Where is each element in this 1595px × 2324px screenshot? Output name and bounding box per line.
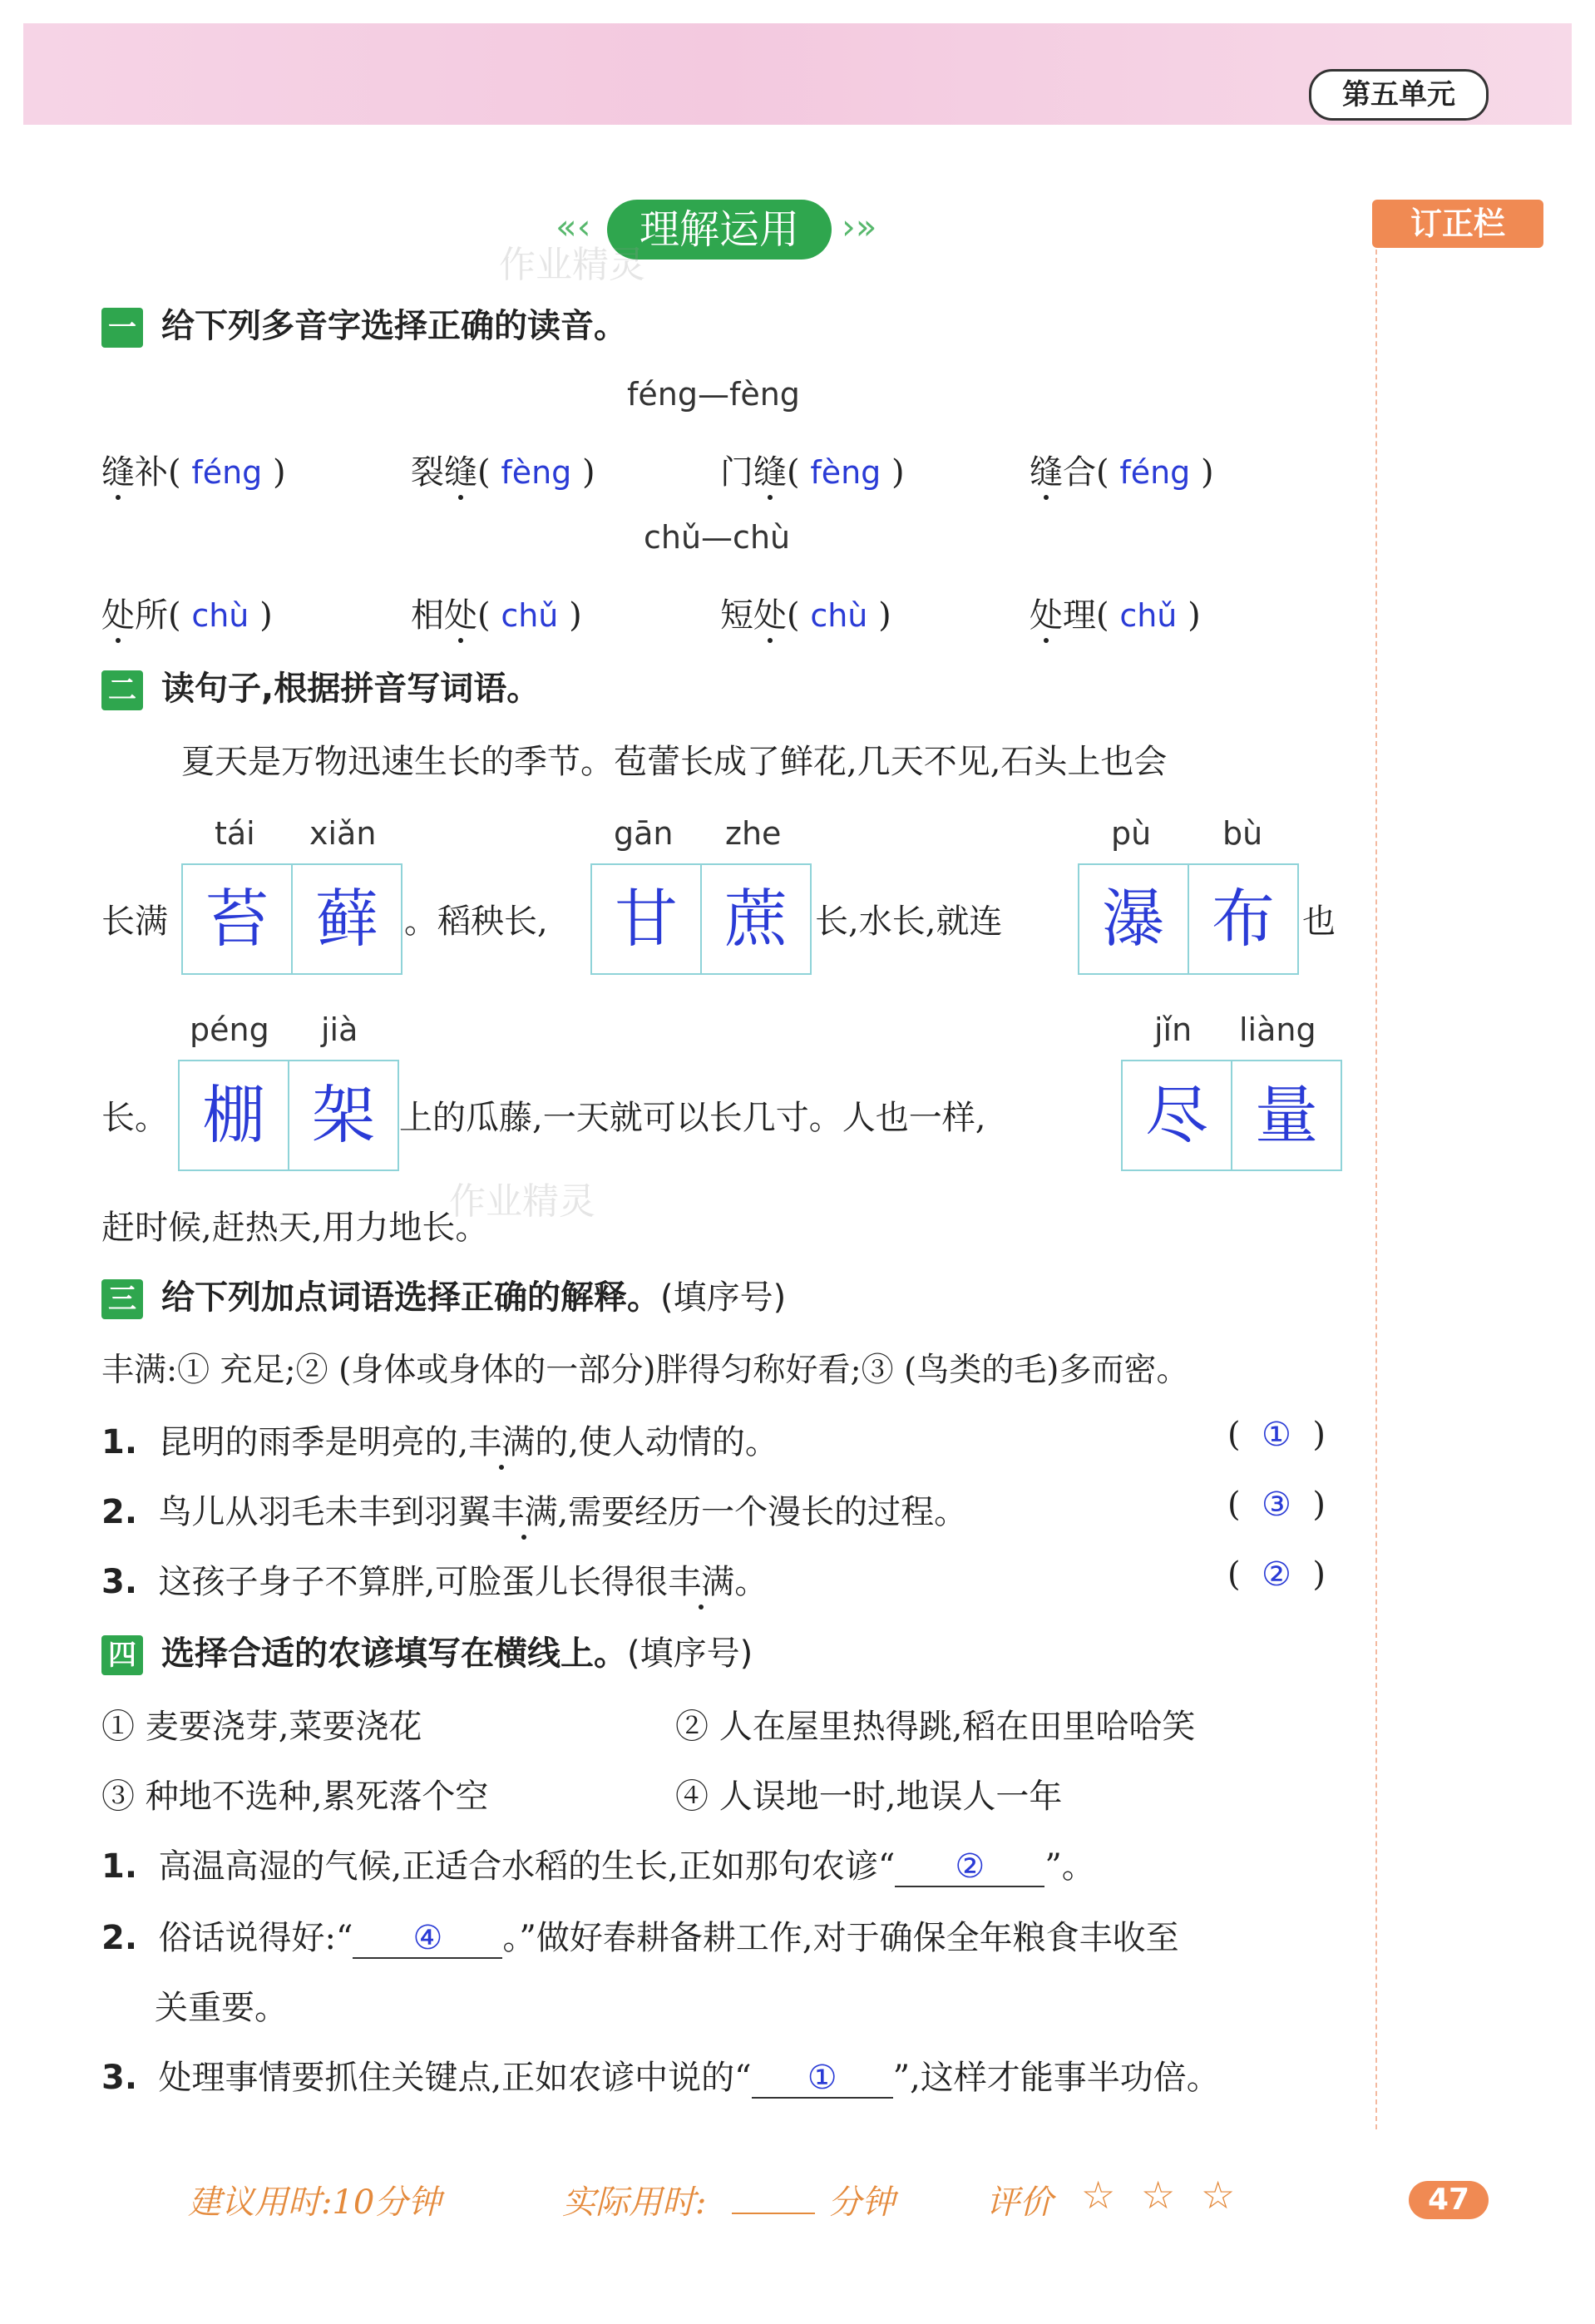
correction-column-line: [1375, 250, 1377, 2129]
pinyin: pù: [1111, 815, 1152, 852]
answer: chǔ: [501, 597, 559, 634]
q4-item: 2. 俗话说得好:“ ④ 。”做好春耕备耕工作,对于确保全年粮食丰收至: [101, 1919, 1179, 1957]
answer: ②: [1262, 1555, 1291, 1594]
correction-tag: 订正栏: [1372, 200, 1543, 248]
answer-paren: ( ① ): [1227, 1416, 1326, 1454]
star-icon[interactable]: ☆: [1081, 2173, 1116, 2218]
answer-blank: ④: [353, 1919, 502, 1959]
q1-item: 门缝( fèng ): [720, 453, 905, 492]
q1-item: 缝合( féng ): [1030, 453, 1214, 492]
question-note: (填序号): [627, 1634, 753, 1673]
answer-paren: ( ② ): [1227, 1555, 1326, 1594]
passage-segment: 长,水长,就连: [815, 902, 1003, 941]
actual-time-blank[interactable]: [732, 2213, 815, 2214]
written-char: 尽: [1145, 1078, 1208, 1152]
question-number: 三: [101, 1279, 143, 1319]
question-title: 给下列加点词语选择正确的解释。: [161, 1278, 660, 1317]
reading-pair: féng—fèng: [627, 376, 800, 413]
written-char: 甘: [615, 882, 678, 956]
question-3-heading: [101, 1271, 786, 1319]
answer: féng: [191, 454, 263, 491]
q4-item: 3. 处理事情要抓住关键点,正如农谚中说的“ ① ”,这样才能事半功倍。: [101, 2059, 1220, 2097]
pinyin: bù: [1222, 815, 1263, 852]
watermark: 作业精灵: [449, 1180, 595, 1223]
pinyin: zhe: [725, 815, 782, 852]
q3-item: 3. 这孩子身子不算胖,可脸蛋儿长得很丰满。: [101, 1563, 768, 1601]
question-note: (填序号): [660, 1278, 787, 1317]
suggested-time: 建议用时:10分钟: [188, 2183, 442, 2222]
evaluation-label: 评价: [986, 2183, 1053, 2222]
written-char: 苔: [205, 882, 269, 956]
question-title: 读句子,根据拼音写词语。: [161, 670, 541, 708]
star-icon[interactable]: ☆: [1201, 2173, 1236, 2218]
passage-segment: 也: [1302, 902, 1336, 941]
pinyin: jià: [321, 1011, 358, 1048]
pinyin: gān: [614, 815, 674, 852]
pinyin: tái: [215, 815, 255, 852]
watermark: 作业精灵: [499, 244, 645, 286]
answer: chù: [810, 597, 868, 634]
question-4-heading: [101, 1627, 753, 1675]
left-chevrons-icon: «‹: [556, 206, 591, 247]
question-2-heading: [101, 662, 540, 710]
question-number: 二: [101, 670, 143, 710]
pinyin: liàng: [1239, 1011, 1316, 1048]
q3-item: 2. 鸟儿从羽毛未丰到羽翼丰满,需要经历一个漫长的过程。: [101, 1493, 968, 1531]
question-title: 给下列多音字选择正确的读音。: [161, 307, 627, 345]
q1-item: 处理( chǔ ): [1030, 596, 1201, 635]
passage-line: 夏天是万物迅速生长的季节。苞蕾长成了鲜花,几天不见,石头上也会: [181, 743, 1168, 781]
q1-item: 相处( chǔ ): [411, 596, 582, 635]
answer-blank: ①: [752, 2059, 893, 2099]
word-box: [1078, 863, 1299, 975]
reading-pair: chǔ—chù: [644, 519, 791, 556]
section-banner: 理解运用: [607, 200, 832, 260]
q3-item: 1. 昆明的雨季是明亮的,丰满的,使人动情的。: [101, 1423, 778, 1461]
passage-line: 赶时候,赶热天,用力地长。: [101, 1209, 489, 1247]
answer: fèng: [501, 454, 572, 491]
pinyin: jǐn: [1154, 1011, 1193, 1048]
written-char: 布: [1188, 865, 1297, 973]
proverb-option: ① 麦要浇芽,菜要浇花: [101, 1708, 422, 1746]
unit-label: 第五单元: [1309, 69, 1489, 121]
q1-item: 短处( chù ): [720, 596, 891, 635]
question-title: 选择合适的农谚填写在横线上。: [161, 1634, 627, 1673]
proverb-option: ④ 人误地一时,地误人一年: [675, 1778, 1063, 1816]
passage-segment: 上的瓜藤,一天就可以长几寸。人也一样,: [399, 1099, 986, 1137]
answer: ③: [1262, 1486, 1291, 1524]
answer: chù: [191, 597, 249, 634]
pinyin: xiǎn: [309, 815, 377, 852]
answer: ①: [1262, 1416, 1291, 1454]
q4-item: 1. 高温高湿的气候,正适合水稻的生长,正如那句农谚“ ② ”。: [101, 1847, 1095, 1886]
star-icon[interactable]: ☆: [1141, 2173, 1176, 2218]
question-number: 一: [101, 308, 143, 348]
written-char: 棚: [202, 1078, 265, 1152]
written-char: 量: [1231, 1061, 1341, 1169]
pinyin: péng: [190, 1011, 269, 1048]
passage-segment: 长。: [101, 1099, 168, 1137]
passage-segment: 。稻秧长,: [404, 902, 548, 941]
question-1-heading: [101, 299, 627, 348]
actual-time-unit: 分钟: [828, 2183, 895, 2222]
q1-item: 处所( chù ): [101, 596, 273, 635]
answer-paren: ( ③ ): [1227, 1486, 1326, 1524]
proverb-option: ② 人在屋里热得跳,稻在田里哈哈笑: [675, 1708, 1196, 1746]
question-number: 四: [101, 1635, 143, 1675]
answer: féng: [1119, 454, 1191, 491]
q1-item: 缝补( féng ): [101, 453, 286, 492]
passage-segment: 长满: [101, 902, 168, 941]
q1-item: 裂缝( fèng ): [411, 453, 595, 492]
page-number: 47: [1409, 2181, 1489, 2219]
written-char: 瀑: [1102, 882, 1165, 956]
answer-blank: ②: [895, 1847, 1044, 1887]
written-char: 架: [288, 1061, 398, 1169]
written-char: 蔗: [700, 865, 810, 973]
actual-time-label: 实际用时:: [562, 2183, 707, 2222]
word-box: [181, 863, 402, 975]
q4-item-continuation: 关重要。: [155, 1989, 288, 2027]
written-char: 藓: [291, 865, 401, 973]
answer: chǔ: [1119, 597, 1178, 634]
answer: fèng: [810, 454, 881, 491]
word-box: [1121, 1060, 1342, 1171]
proverb-option: ③ 种地不选种,累死落个空: [101, 1778, 489, 1816]
word-box: [590, 863, 812, 975]
right-chevrons-icon: ›»: [842, 206, 877, 247]
word-box: [178, 1060, 399, 1171]
definition: 丰满:① 充足;② (身体或身体的一部分)胖得匀称好看;③ (鸟类的毛)多而密。: [101, 1352, 1189, 1389]
